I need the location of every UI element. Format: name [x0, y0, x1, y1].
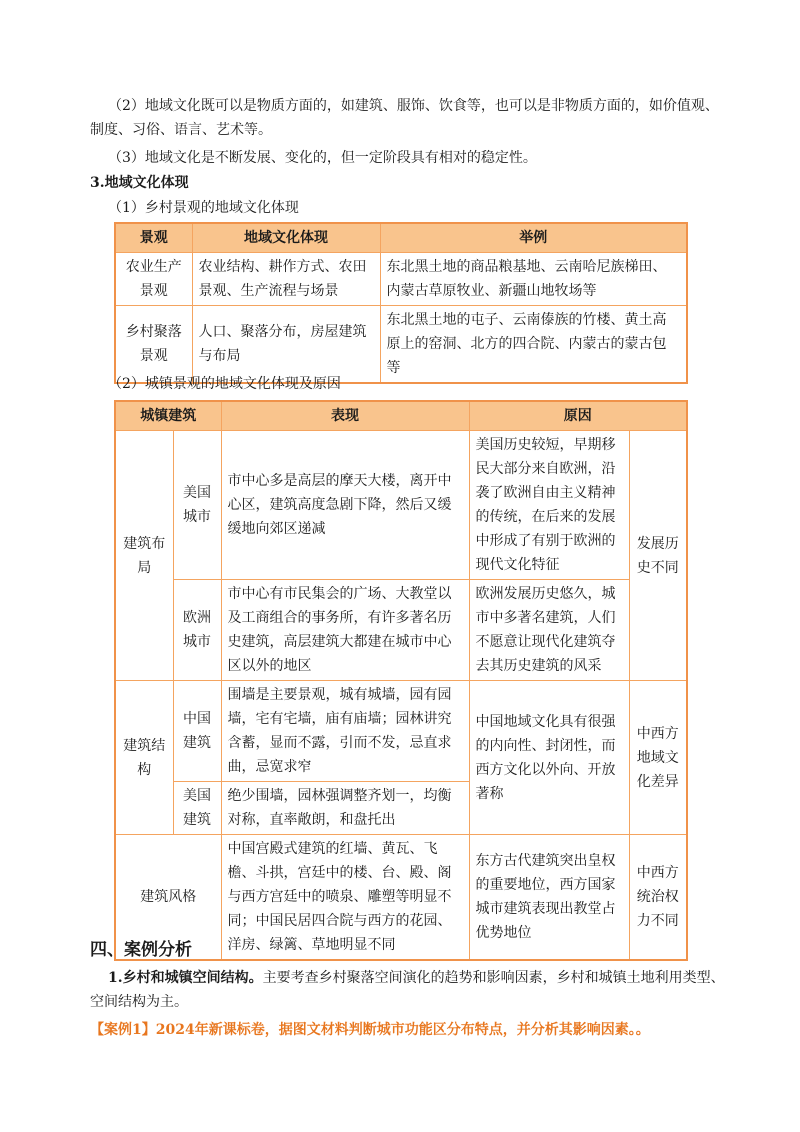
paragraph-2: （2）地域文化既可以是物质方面的，如建筑、服饰、饮食等，也可以是非物质方面的，如价值观、制度、习俗、语言、艺术等。	[90, 98, 719, 138]
subheading-rural: （1）乡村景观的地域文化体现	[108, 200, 299, 216]
table-header: 表现	[221, 401, 469, 431]
section-4-paragraph	[90, 966, 730, 1014]
table-cell: 建筑布局	[115, 431, 173, 681]
table-cell: 人口、聚落分布，房屋建筑与布局	[192, 306, 380, 384]
table-cell: 中西方地域文化差异	[629, 681, 687, 835]
paragraph-lead: 1.乡村和城镇空间结构。	[108, 970, 263, 986]
section-4-title: 四、案例分析	[90, 940, 192, 960]
table-cell: 美国城市	[173, 431, 221, 580]
table-cell: 美国历史较短，早期移民大部分来自欧洲，沿袭了欧洲自由主义精神的传统，在后来的发展中形成了有别于欧洲的现代文化特征	[469, 431, 629, 580]
table-cell: 东北黑土地的屯子、云南傣族的竹楼、黄土高原上的窑洞、北方的四合院、内蒙古的蒙古包等	[380, 306, 687, 384]
table-cell: 欧洲城市	[173, 580, 221, 681]
table-cell: 市中心多是高层的摩天大楼，离开中心区，建筑高度急剧下降，然后又缓缓地向郊区递减	[221, 431, 469, 580]
paragraph-3: （3）地域文化是不断发展、变化的，但一定阶段具有相对的稳定性。	[108, 150, 537, 166]
paragraph-body: 主要考查乡村聚落空间演化的趋势和影响因素，乡村和城镇土地利用类型、空间结构为主。	[90, 970, 725, 1010]
table-cell: 美国建筑	[173, 782, 221, 835]
table-cell: 建筑结构	[115, 681, 173, 835]
case-1: 【案例1】2024年新课标卷，据图文材料判断城市功能区分布特点，并分析其影响因素。。	[90, 1022, 650, 1038]
table-cell: 市中心有市民集会的广场、大教堂以及工商组合的事务所，有许多著名历史建筑，高层建筑大都建在城市中心区以外的地区	[221, 580, 469, 681]
table-cell: 农业生产景观	[115, 253, 192, 306]
table-cell: 中国地域文化具有很强的内向性、封闭性，而西方文化以外向、开放著称	[469, 681, 629, 835]
urban-landscape-table	[114, 400, 688, 961]
table-cell: 东方古代建筑突出皇权的重要地位，西方国家城市建筑表现出教堂占优势地位	[469, 835, 629, 961]
table-cell: 农业结构、耕作方式、农田景观、生产流程与场景	[192, 253, 380, 306]
table-header: 地域文化体现	[192, 223, 380, 253]
table-cell: 中西方统治权力不同	[629, 835, 687, 961]
table-header: 景观	[115, 223, 192, 253]
table-cell: 中国建筑	[173, 681, 221, 782]
table-row	[115, 253, 687, 306]
table-header: 原因	[469, 401, 687, 431]
section-heading-3: 3.地域文化体现	[90, 175, 189, 191]
table-cell: 中国宫殿式建筑的红墙、黄瓦、飞檐、斗拱，宫廷中的楼、台、殿、阁与西方宫廷中的喷泉、雕塑等明显不同；中国民居四合院与西方的花园、洋房、绿篱、草地明显不同	[221, 835, 469, 961]
table-row	[115, 681, 687, 782]
table-header: 举例	[380, 223, 687, 253]
table-cell: 围墙是主要景观，城有城墙，园有园墙，宅有宅墙，庙有庙墙；园林讲究含蓄，显而不露，引而不发，忌直求曲，忌宽求窄	[221, 681, 469, 782]
table-cell: 东北黑土地的商品粮基地、云南哈尼族梯田、内蒙古草原牧业、新疆山地牧场等	[380, 253, 687, 306]
table-row	[115, 580, 687, 681]
table-cell: 绝少围墙，园林强调整齐划一，均衡对称，直率敞朗，和盘托出	[221, 782, 469, 835]
table-cell: 欧洲发展历史悠久，城市中多著名建筑，人们不愿意让现代化建筑夺去其历史建筑的风采	[469, 580, 629, 681]
table-header-row	[115, 223, 687, 253]
subheading-urban: （2）城镇景观的地域文化体现及原因	[108, 376, 341, 392]
table-header-row	[115, 401, 687, 431]
rural-landscape-table	[114, 222, 688, 384]
table-cell: 建筑风格	[115, 835, 221, 961]
table-cell: 发展历史不同	[629, 431, 687, 681]
table-row	[115, 431, 687, 580]
table-header: 城镇建筑	[115, 401, 221, 431]
table-cell: 乡村聚落景观	[115, 306, 192, 384]
